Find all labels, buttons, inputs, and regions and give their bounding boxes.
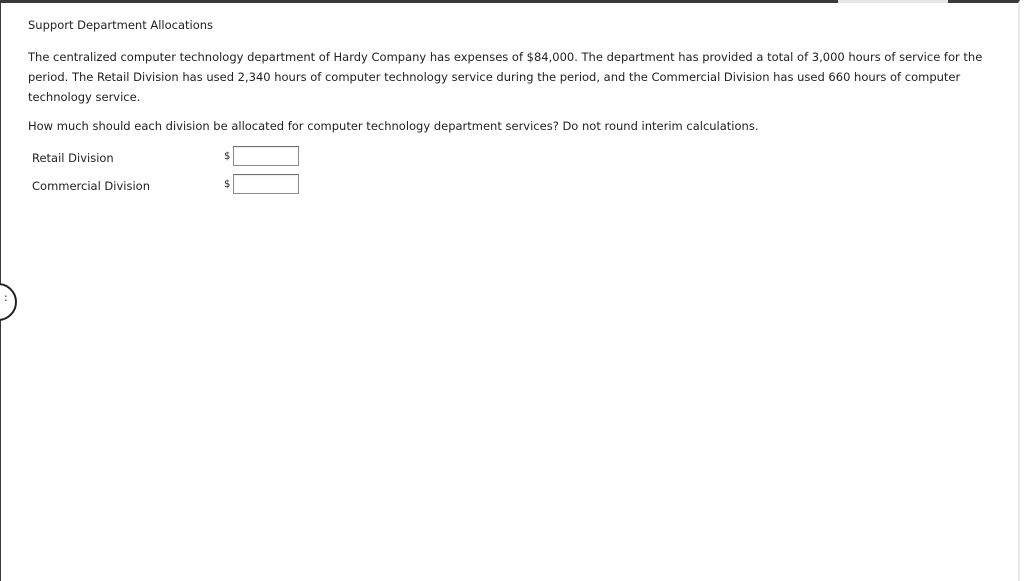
problem-paragraph: The centralized computer technology department of Hardy Company has expenses of $84,000. The department has provided a total of 3,000 hours of service for the period. The Retail Division has used 2,340 hours of computer technology service during the period, and the Commercial Division has used 660 hours of computer technology service. xyxy=(28,50,983,104)
commercial-division-amount-input[interactable] xyxy=(233,174,299,194)
question-content xyxy=(28,17,988,134)
question-text: How much should each division be allocated for computer technology department services? Do not round interim calculations. xyxy=(28,119,759,133)
side-panel-toggle[interactable] xyxy=(0,283,17,321)
answer-row-commercial xyxy=(32,174,312,202)
currency-symbol: $ xyxy=(224,179,231,190)
answer-row-retail xyxy=(32,146,312,174)
colon-handle-icon: : xyxy=(4,291,8,304)
retail-division-amount-input[interactable] xyxy=(233,146,299,166)
currency-symbol: $ xyxy=(224,151,231,162)
answer-rows xyxy=(32,146,312,202)
retail-division-label: Retail Division xyxy=(32,151,114,165)
page-title: Support Department Allocations xyxy=(28,18,214,32)
frame-top-gap xyxy=(838,0,948,3)
commercial-division-label: Commercial Division xyxy=(32,179,150,193)
